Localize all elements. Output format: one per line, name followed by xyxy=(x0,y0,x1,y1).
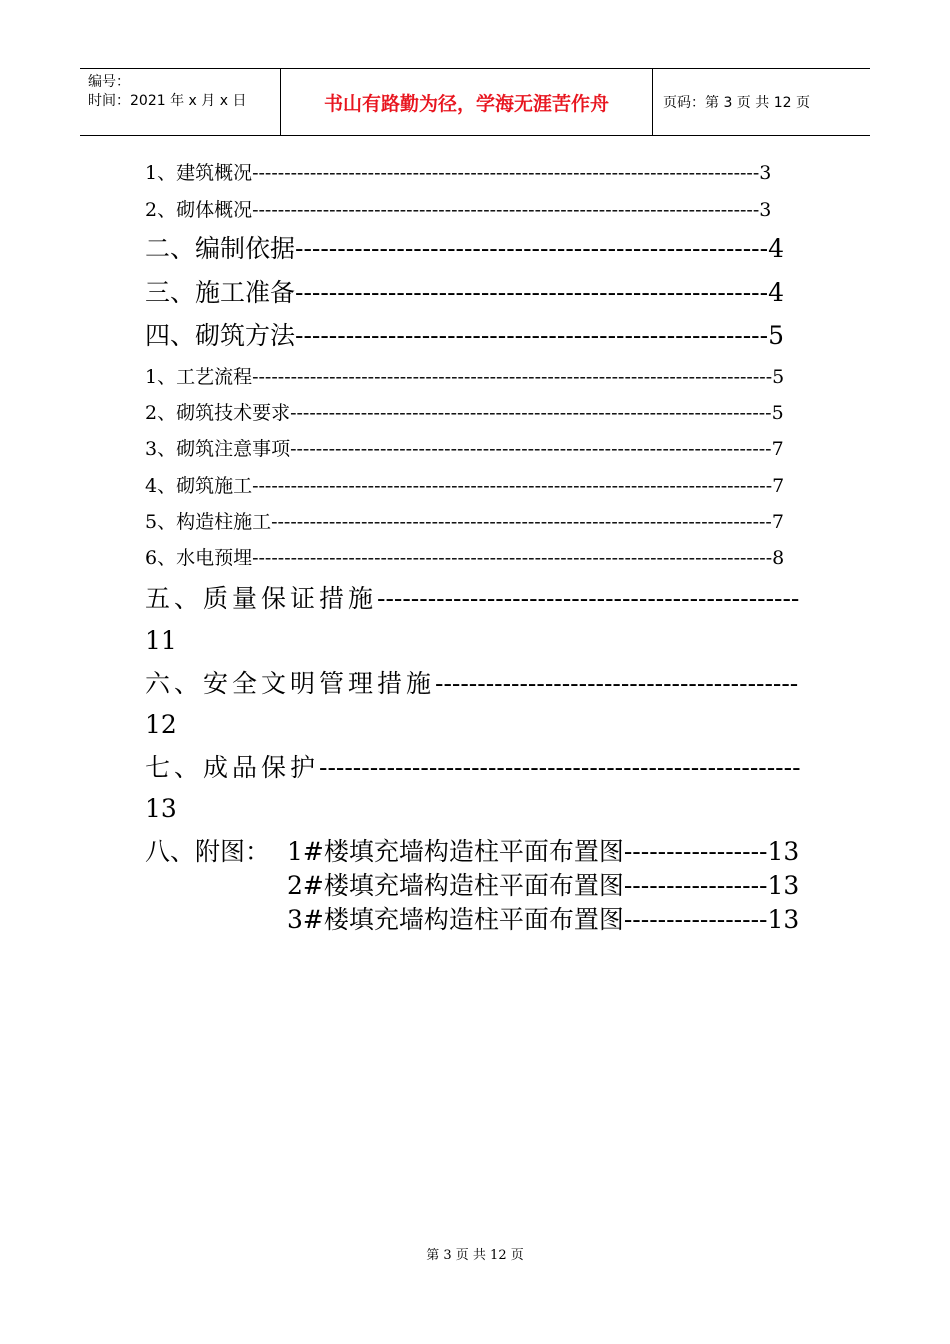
leader-dashes: ----------------- xyxy=(623,837,768,866)
toc-page-ch7: 13 xyxy=(145,794,177,823)
toc-appendix-item-1[interactable]: 1#楼填充墙构造柱平面布置图-----------------13 xyxy=(287,837,800,866)
toc-entry-ch7[interactable]: 七、成品保护--------------------------------------------------------- xyxy=(145,753,801,782)
toc-entry-s44[interactable]: 4、砌筑施工---------------------------------------------------------------------------------7 xyxy=(145,475,785,497)
toc-entry-ch6[interactable]: 六、安全文明管理措施------------------------------------------- xyxy=(145,669,799,698)
number-label: 编号： xyxy=(88,74,130,90)
toc-entry-s42[interactable]: 2、砌筑技术要求---------------------------------------------------------------------------5 xyxy=(145,402,784,424)
leader-dashes: --------------------------------------------------------------------------------- xyxy=(252,475,773,497)
leader-dashes: -------------------------------------------------- xyxy=(377,584,800,613)
leader-dashes: ------------------------------------------------------------------------------ xyxy=(271,511,772,533)
time-label: 时间：2021 年 x 月 x 日 xyxy=(88,93,247,109)
toc-entry-s43[interactable]: 3、砌筑注意事项---------------------------------------------------------------------------7 xyxy=(145,438,784,460)
leader-dashes: -------------------------------------------------------- xyxy=(295,321,769,350)
toc-appendix-item-3[interactable]: 3#楼填充墙构造柱平面布置图-----------------13 xyxy=(287,905,800,934)
toc-entry-s41[interactable]: 1、工艺流程---------------------------------------------------------------------------------5 xyxy=(145,366,785,388)
toc-appendix-item-2[interactable]: 2#楼填充墙构造柱平面布置图-----------------13 xyxy=(287,871,800,900)
header-left-cell xyxy=(80,69,281,135)
header-motto: 书山有路勤为径，学海无涯苦作舟 xyxy=(281,69,653,135)
leader-dashes: ----------------- xyxy=(623,871,768,900)
leader-dashes: ----------------- xyxy=(623,905,768,934)
leader-dashes: ------------------------------------------------------------------------------- xyxy=(252,199,760,221)
leader-dashes: --------------------------------------------------------------------------------- xyxy=(252,366,773,388)
page-header xyxy=(80,68,870,136)
leader-dashes: --------------------------------------------------------------------------- xyxy=(290,438,772,460)
leader-dashes: -------------------------------------------------------- xyxy=(295,278,769,307)
toc-entry-s45[interactable]: 5、构造柱施工------------------------------------------------------------------------------7 xyxy=(145,511,784,533)
page-footer: 第 3 页 共 12 页 xyxy=(426,1248,524,1263)
toc-entry-sub2[interactable]: 2、砌体概况-------------------------------------------------------------------------------3 xyxy=(145,199,772,221)
toc-entry-ch5[interactable]: 五、质量保证措施-------------------------------------------------- xyxy=(145,584,800,613)
toc-entry-ch2[interactable]: 二、编制依据--------------------------------------------------------4 xyxy=(145,234,784,263)
leader-dashes: ------------------------------------------------------------------------------- xyxy=(252,162,760,184)
leader-dashes: --------------------------------------------------------- xyxy=(319,753,801,782)
leader-dashes: -------------------------------------------------------- xyxy=(295,234,769,263)
toc-page-ch5: 11 xyxy=(145,626,177,655)
toc-entry-ch4[interactable]: 四、砌筑方法--------------------------------------------------------5 xyxy=(145,321,784,350)
toc-entry-ch3[interactable]: 三、施工准备--------------------------------------------------------4 xyxy=(145,278,784,307)
leader-dashes: ------------------------------------------- xyxy=(435,669,799,698)
toc-appendix-label: 八、附图： xyxy=(145,837,271,866)
leader-dashes: --------------------------------------------------------------------------------- xyxy=(252,547,773,569)
leader-dashes: --------------------------------------------------------------------------- xyxy=(290,402,772,424)
toc-page-ch6: 12 xyxy=(145,710,177,739)
toc-entry-s46[interactable]: 6、水电预埋---------------------------------------------------------------------------------8 xyxy=(145,547,785,569)
toc-entry-sub1[interactable]: 1、建筑概况-------------------------------------------------------------------------------3 xyxy=(145,162,772,184)
header-page-info: 页码：第 3 页 共 12 页 xyxy=(663,95,810,111)
